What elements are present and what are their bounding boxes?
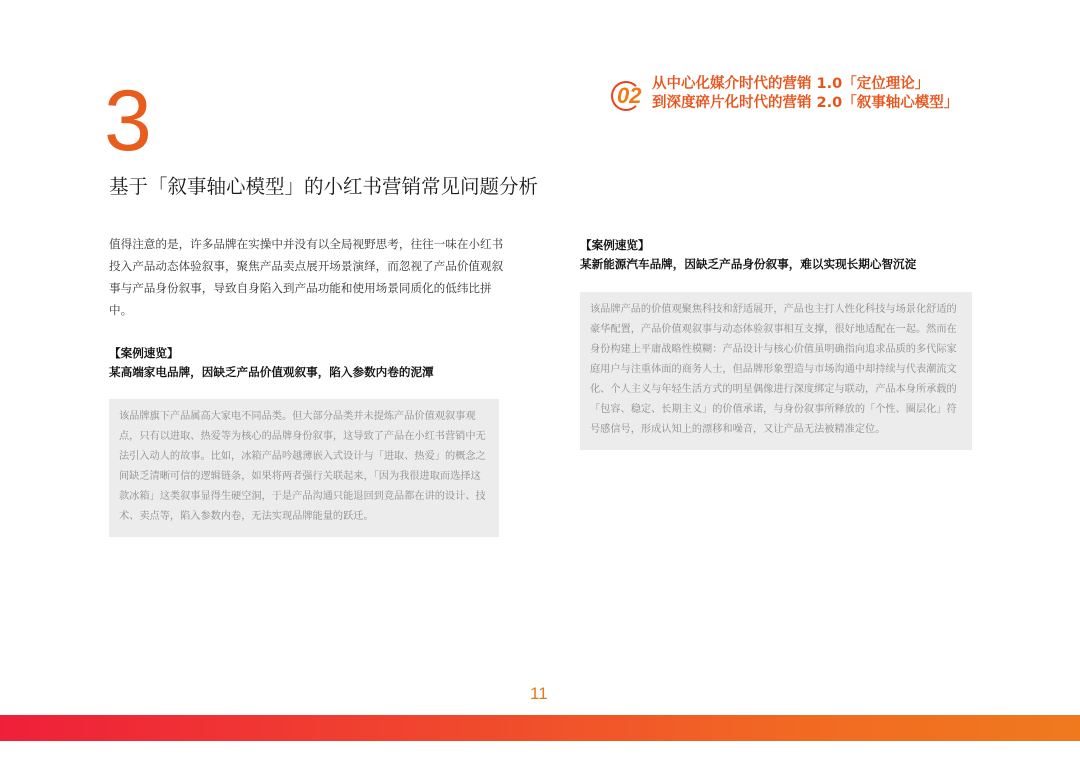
badge-number: 02	[617, 83, 642, 108]
intro-paragraph: 值得注意的是，许多品牌在实操中并没有以全局视野思考，往往一味在小红书投入产品动态体验叙事，聚焦产品卖点展开场景演绎，而忽视了产品价值观叙事与产品身份叙事，导致自身陷入到产品功能和使用场景同质化的低纬比拼中。	[109, 237, 504, 317]
case-1-label: 【案例速览】	[109, 346, 179, 360]
case-1-title: 某高端家电品牌，因缺乏产品价值观叙事，陷入参数内卷的泥潭	[109, 365, 434, 379]
case-2-label: 【案例速览】	[580, 238, 650, 252]
page-title: 基于「叙事轴心模型」的小红书营销常见问题分析	[109, 175, 539, 198]
case-2-title: 某新能源汽车品牌，因缺乏产品身份叙事，难以实现长期心智沉淀	[580, 257, 917, 271]
case-1-body: 该品牌旗下产品属高大家电不同品类。但大部分品类并未提炼产品价值观叙事观点，只有以进取、热爱等为核心的品牌身份叙事，这导致了产品在小红书营销中无法引入动人的故事。比如，冰箱产品吟越薄嵌入式设计与「进取、热爱」的概念之间缺乏清晰可信的逻辑链条，如果将两者强行关联起来，「因为我很进取而选择这款冰箱」这类叙事显得生硬空洞，于是产品沟通只能退回到竞品都在讲的设计、技术、卖点等，陷入参数内卷，无法实现品牌能量的跃迁。	[119, 411, 486, 522]
case-1-header	[109, 344, 434, 382]
chapter-header-line1: 从中心化媒介时代的营销 1.0「定位理论」	[652, 76, 930, 92]
page-number: 11	[530, 684, 548, 703]
chapter-header-line2: 到深度碎片化时代的营销 2.0「叙事轴心模型」	[652, 95, 959, 111]
case-2-box	[580, 292, 972, 450]
section-number: 3	[104, 73, 150, 169]
footer-gradient-bar	[0, 715, 1080, 741]
section-badge-icon	[611, 81, 647, 111]
case-1-box	[109, 399, 499, 537]
chapter-header	[652, 75, 958, 113]
case-2-header	[580, 236, 916, 274]
case-2-body: 该品牌产品的价值观聚焦科技和舒适展开，产品也主打人性化科技与场景化舒适的豪华配置，产品价值观叙事与动态体验叙事相互支撑，很好地适配在一起。然而在身份构建上平庸战略性模糊：产品设计与核心价值虽明确指向追求品质的多代际家庭用户与注重体面的商务人士，但品牌形象塑造与市场沟通中却持续与代表潮流文化、个人主义与年轻生活方式的明星偶像进行深度绑定与联动，产品本身所承载的「包容、稳定、长期主义」的价值承诺，与身份叙事所释放的「个性、圈层化」符号感信号，形成认知上的漂移和噪音，又让产品无法被精准定位。	[590, 304, 957, 435]
